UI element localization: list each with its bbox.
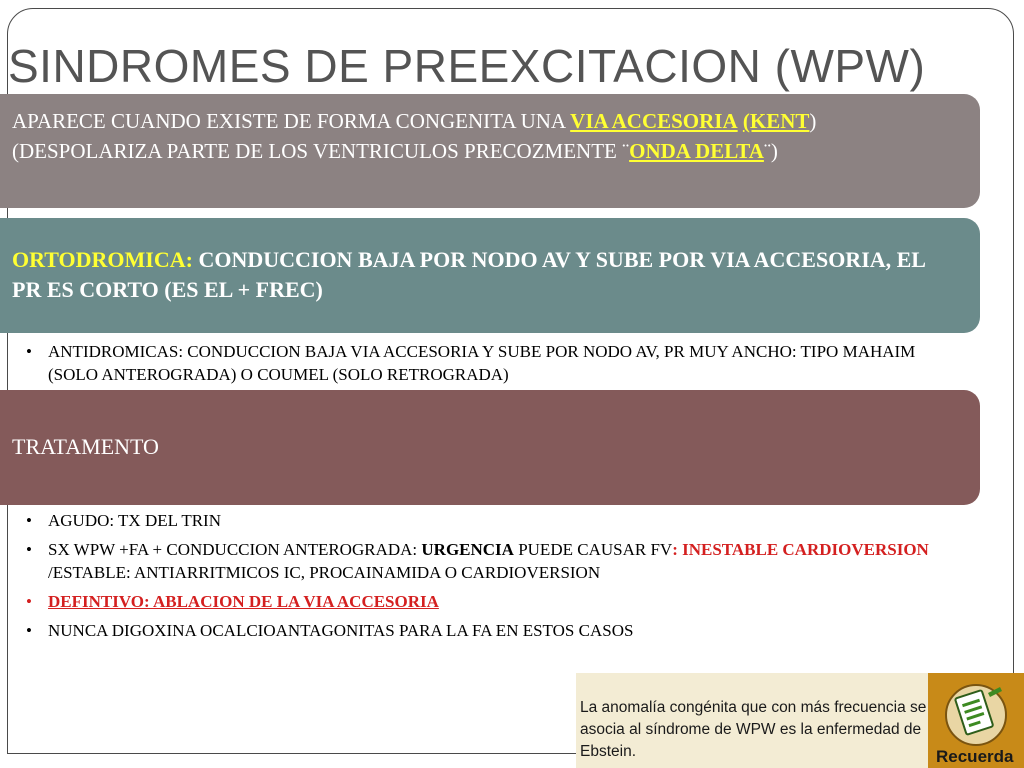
list-item-wpw-fa <box>26 538 946 584</box>
definition-box <box>0 94 980 208</box>
definition-text-2: ) (DESPOLARIZA PARTE DE LOS VENTRICULOS PRECOZMENTE ¨ <box>12 109 817 163</box>
estable-text: /ESTABLE: ANTIARRITMICOS IC, PROCAINAMIDA O CARDIOVERSION <box>48 563 601 582</box>
ortodromica-label: ORTODROMICA: <box>12 247 193 272</box>
inestable-label: : INESTABLE CARDIOVERSION <box>672 540 929 559</box>
fv-text: PUEDE CAUSAR FV <box>513 540 673 559</box>
definition-text: APARECE CUANDO EXISTE DE FORMA CONGENITA UNA <box>12 109 571 133</box>
ortodromica-text: CONDUCCION BAJA POR NODO AV Y SUBE POR VIA ACCESORIA, EL PR ES CORTO (ES EL + FREC) <box>12 247 925 302</box>
onda-delta-highlight: ONDA DELTA <box>629 139 764 163</box>
via-accesoria-highlight: VIA ACCESORIA <box>570 109 738 133</box>
recuerda-callout <box>576 673 1024 768</box>
wpw-fa-text: SX WPW +FA + CONDUCCION ANTEROGRADA: <box>48 540 422 559</box>
definition-text-3: ¨) <box>763 139 778 163</box>
urgencia-label: URGENCIA <box>421 540 514 559</box>
slide-title: SINDROMES DE PREEXCITACION (WPW) <box>8 40 926 92</box>
recuerda-label: Recuerda <box>936 747 1014 766</box>
definitivo-text: DEFINTIVO: ABLACION DE LA VIA ACCESORIA <box>48 592 439 611</box>
list-item: • ANTIDROMICAS: CONDUCCION BAJA VIA ACCESORIA Y SUBE POR NODO AV, PR MUY ANCHO: TIPO MAHAIM (SOLO ANTEROGRADA) O COUMEL (SOLO RETROGRADA) <box>26 340 946 386</box>
kent-highlight: (KENT <box>742 109 810 133</box>
ortodromica-box <box>0 218 980 333</box>
recuerda-badge <box>928 673 1024 768</box>
list-item-digoxina: • NUNCA DIGOXINA OCALCIOANTAGONITAS PARA LA FA EN ESTOS CASOS <box>26 619 946 642</box>
treatment-list <box>26 509 946 648</box>
list-item-agudo: • AGUDO: TX DEL TRIN <box>26 509 946 532</box>
tratamiento-box <box>0 390 980 505</box>
list-item-definitivo <box>26 590 946 613</box>
antidromica-list <box>26 340 946 386</box>
callout-text: La anomalía congénita que con más frecuencia se asocia al síndrome de WPW es la enfermedad de Ebstein. <box>580 699 927 760</box>
tratamiento-heading: TRATAMENTO <box>12 434 159 459</box>
